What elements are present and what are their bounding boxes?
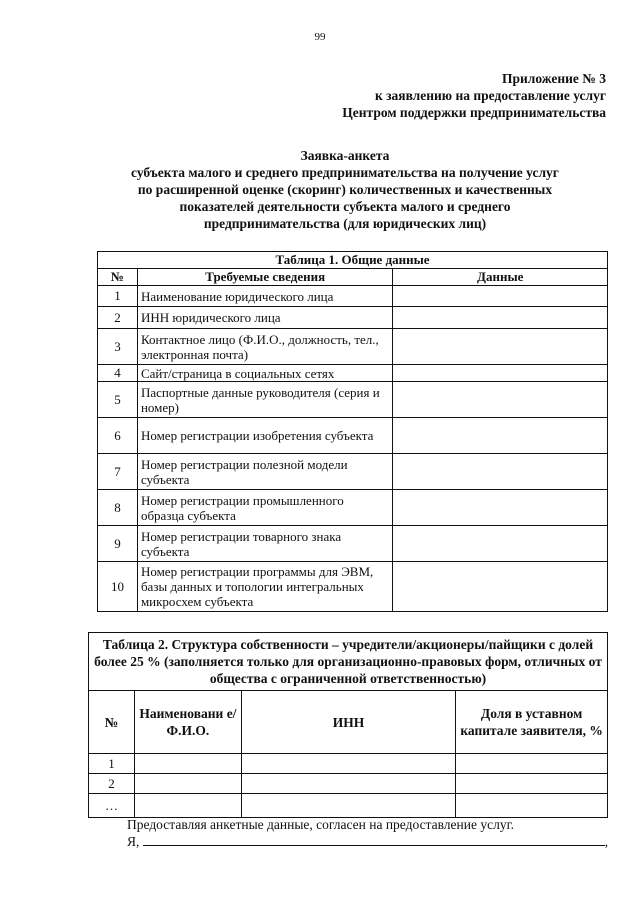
name-cell[interactable] [134,794,241,818]
signature-field[interactable] [143,834,605,846]
row-label: Номер регистрации программы для ЭВМ, базы данных и топологии интегральных микросхем субъекта [137,562,393,612]
row-label: Номер регистрации изобретения субъекта [137,418,393,454]
data-cell[interactable] [393,307,608,329]
data-cell[interactable] [393,382,608,418]
data-cell[interactable] [393,329,608,365]
share-cell[interactable] [456,794,608,818]
row-number: 4 [98,365,138,382]
name-cell[interactable] [134,774,241,794]
general-data-table [97,251,608,612]
row-number: 1 [89,754,135,774]
table-row [98,286,608,307]
inn-cell[interactable] [241,774,455,794]
table-row [98,365,608,382]
table2-caption: Таблица 2. Структура собственности – учредители/акционеры/пайщики с долей более 25 % (заполняется только для организационно-правовых форм, отличных от общества с ограниченной ответственностью) [89,633,608,691]
table-row [98,490,608,526]
title-line-5: предпринимательства (для юридических лиц) [203,216,487,231]
table-row [89,754,608,774]
name-cell[interactable] [134,754,241,774]
table1-header-data: Данные [393,269,608,286]
table2-header-share: Доля в уставном капитале заявителя, % [456,691,608,754]
appendix-center: Центром поддержки предпринимательства [342,105,606,120]
row-number: 7 [98,454,138,490]
row-number: 2 [89,774,135,794]
table-row [98,562,608,612]
table-row [98,382,608,418]
inn-cell[interactable] [241,794,455,818]
data-cell[interactable] [393,526,608,562]
table-row [98,307,608,329]
table2-header-name: Наименовани е/Ф.И.О. [134,691,241,754]
data-cell[interactable] [393,286,608,307]
row-number: … [89,794,135,818]
row-number: 8 [98,490,138,526]
row-label: Наименование юридического лица [137,286,393,307]
row-number: 3 [98,329,138,365]
ownership-structure-table [88,632,608,818]
title-line-4: показателей деятельности субъекта малого и среднего [179,199,511,214]
share-cell[interactable] [456,754,608,774]
signature-suffix: , [604,834,609,849]
table-row [98,454,608,490]
appendix-reference: к заявлению на предоставление услуг [374,88,606,103]
appendix-header [342,70,606,121]
data-cell[interactable] [393,418,608,454]
row-number: 1 [98,286,138,307]
signature-line [127,834,608,850]
agreement-statement: Предоставляя анкетные данные, согласен на предоставление услуг. [127,817,514,832]
data-cell[interactable] [393,562,608,612]
row-label: Паспортные данные руководителя (серия и номер) [137,382,393,418]
row-number: 2 [98,307,138,329]
data-cell[interactable] [393,365,608,382]
page-number: 99 [314,31,326,43]
row-number: 9 [98,526,138,562]
share-cell[interactable] [456,774,608,794]
row-label: Номер регистрации полезной модели субъекта [137,454,393,490]
row-label: ИНН юридического лица [137,307,393,329]
row-number: 6 [98,418,138,454]
table-row [89,794,608,818]
appendix-number: Приложение № 3 [502,71,606,86]
signature-prefix: Я, [127,834,140,849]
row-number: 5 [98,382,138,418]
table-row [98,526,608,562]
title-line-3: по расширенной оценке (скоринг) количественных и качественных [137,182,553,197]
data-cell[interactable] [393,490,608,526]
row-label: Номер регистрации товарного знака субъекта [137,526,393,562]
table-row [89,774,608,794]
document-title [60,147,630,232]
table-row [98,418,608,454]
title-line-2: субъекта малого и среднего предпринимательства на получение услуг [131,165,559,180]
table2-header-inn: ИНН [241,691,455,754]
table1-caption: Таблица 1. Общие данные [98,252,608,269]
inn-cell[interactable] [241,754,455,774]
row-label: Номер регистрации промышленного образца субъекта [137,490,393,526]
title-line-1: Заявка-анкета [300,148,390,163]
data-cell[interactable] [393,454,608,490]
row-label: Контактное лицо (Ф.И.О., должность, тел., электронная почта) [137,329,393,365]
table-row [98,329,608,365]
table2-header-num: № [89,691,135,754]
row-number: 10 [98,562,138,612]
table1-header-info: Требуемые сведения [137,269,393,286]
row-label: Сайт/страница в социальных сетях [137,365,393,382]
table1-header-num: № [98,269,138,286]
